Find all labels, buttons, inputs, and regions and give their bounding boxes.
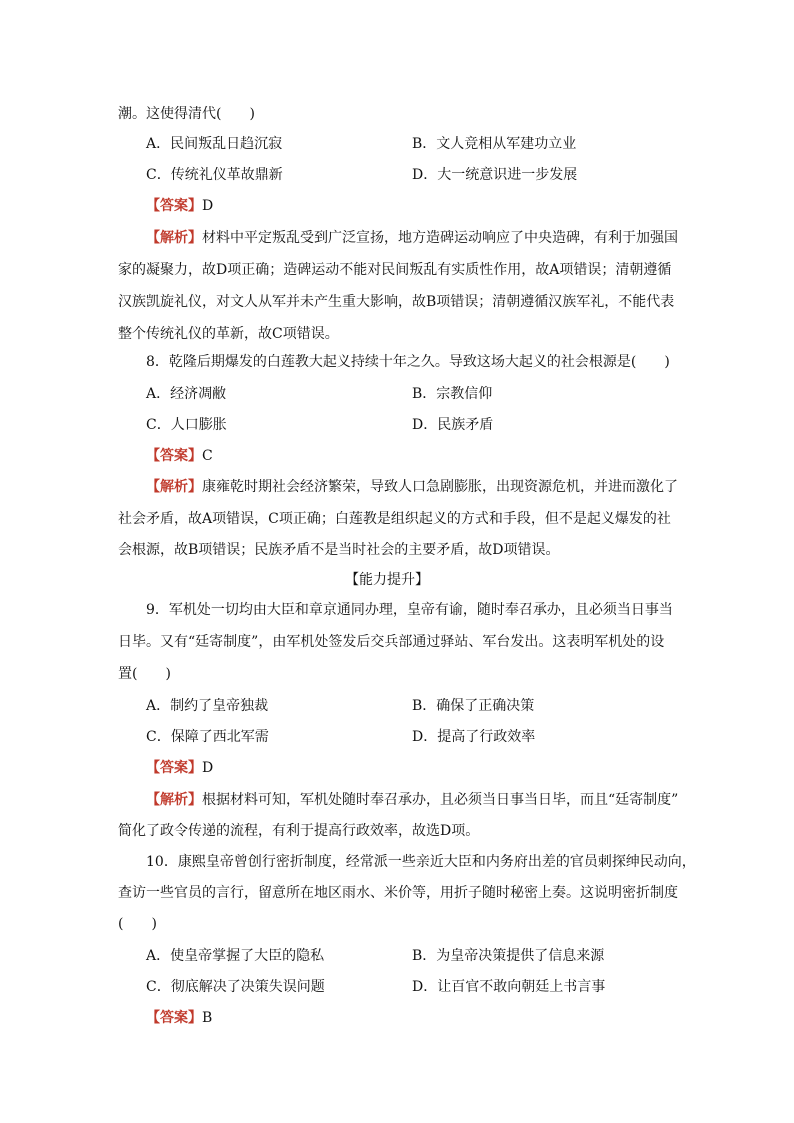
- analysis-text: 根据材料可知，军机处随时奉召承办，且必须当日事当日毕，而且“廷寄制度”: [202, 792, 679, 808]
- analysis-tag: 【解析】: [146, 792, 202, 808]
- q9-option-a: A．制约了皇帝独裁: [146, 698, 269, 714]
- answer-tag: 【答案】: [146, 448, 202, 464]
- q9-analysis-line-1: [146, 790, 678, 810]
- q7-analysis-line-1: [146, 228, 686, 248]
- q8-analysis-line-3: 会根源，故B项错误；民族矛盾不是当时社会的主要矛盾，故D项错误。: [118, 542, 560, 558]
- answer-value: D: [202, 760, 214, 776]
- answer-tag: 【答案】: [146, 1010, 202, 1026]
- q8-analysis-line-2: 社会矛盾，故A项错误，C项正确；白莲教是组织起义的方式和手段，但不是起义爆发的社: [118, 511, 671, 527]
- q7-answer: [146, 196, 213, 216]
- q10-stem-line-3: ( ): [118, 916, 157, 932]
- analysis-text: 康雍乾时期社会经济繁荣，导致人口急剧膨胀，出现资源危机，并进而激化了: [202, 479, 678, 495]
- answer-value: B: [202, 1010, 213, 1026]
- q8-stem: 8．乾隆后期爆发的白莲教大起义持续十年之久。导致这场大起义的社会根源是( ): [146, 354, 670, 370]
- q9-option-b: B．确保了正确决策: [412, 698, 535, 714]
- q9-answer: [146, 758, 213, 778]
- q10-option-d: D．让百官不敢向朝廷上书言事: [412, 979, 606, 995]
- q8-option-b: B．宗教信仰: [412, 386, 493, 402]
- q10-answer: [146, 1008, 212, 1028]
- q10-stem-line-2: 查访一些官员的言行，留意所在地区雨水、米价等，用折子随时秘密上奏。这说明密折制度: [118, 885, 678, 901]
- q9-stem-line-1: 9．军机处一切均由大臣和章京通同办理，皇帝有谕，随时奉召承办，且必须当日事当: [146, 602, 673, 618]
- q9-stem-line-3: 置( ): [118, 666, 171, 682]
- q8-analysis-line-1: [146, 477, 678, 497]
- answer-tag: 【答案】: [146, 198, 202, 214]
- q8-option-a: A．经济凋敝: [146, 386, 227, 402]
- q9-option-c: C．保障了西北军需: [146, 729, 269, 745]
- q9-stem-line-2: 日毕。又有“廷寄制度”，由军机处签发后交兵部通过驿站、军台发出。这表明军机处的设: [118, 634, 665, 650]
- q7-analysis-line-3: 汉族凯旋礼仪，对文人从军并未产生重大影响，故B项错误；清朝遵循汉族军礼，不能代表: [118, 294, 675, 310]
- q7-option-c: C．传统礼仪革故鼎新: [146, 167, 283, 183]
- q8-option-d: D．民族矛盾: [412, 417, 494, 433]
- q10-option-a: A．使皇帝掌握了大臣的隐私: [146, 948, 325, 964]
- q7-option-b: B．文人竞相从军建功立业: [412, 136, 577, 152]
- q8-option-c: C．人口膨胀: [146, 417, 227, 433]
- q7-option-a: A．民间叛乱日趋沉寂: [146, 136, 283, 152]
- q10-stem-line-1: 10．康熙皇帝曾创行密折制度，经常派一些亲近大臣和内务府出差的官员刺探绅民动向，: [146, 854, 696, 870]
- q10-option-c: C．彻底解决了决策失误问题: [146, 979, 325, 995]
- analysis-text: 材料中平定叛乱受到广泛宣扬，地方造碑运动响应了中央造碑，有利于加强国: [202, 230, 678, 246]
- q8-answer: [146, 446, 213, 466]
- q9-analysis-line-2: 简化了政令传递的流程，有利于提高行政效率，故选D项。: [118, 823, 480, 839]
- q7-analysis-line-4: 整个传统礼仪的革新，故C项错误。: [118, 326, 339, 342]
- q7-stem-tail: 潮。这使得清代( ): [118, 106, 255, 122]
- q7-option-d: D．大一统意识进一步发展: [412, 167, 578, 183]
- answer-value: C: [202, 448, 213, 464]
- analysis-tag: 【解析】: [146, 230, 202, 246]
- section-title: 【能力提升】: [345, 572, 429, 588]
- q10-option-b: B．为皇帝决策提供了信息来源: [412, 948, 605, 964]
- analysis-tag: 【解析】: [146, 479, 202, 495]
- answer-tag: 【答案】: [146, 760, 202, 776]
- answer-value: D: [202, 198, 214, 214]
- q7-analysis-line-2: 家的凝聚力，故D项正确；造碑运动不能对民间叛乱有实质性作用，故A项错误；清朝遵循: [118, 262, 672, 278]
- q9-option-d: D．提高了行政效率: [412, 729, 536, 745]
